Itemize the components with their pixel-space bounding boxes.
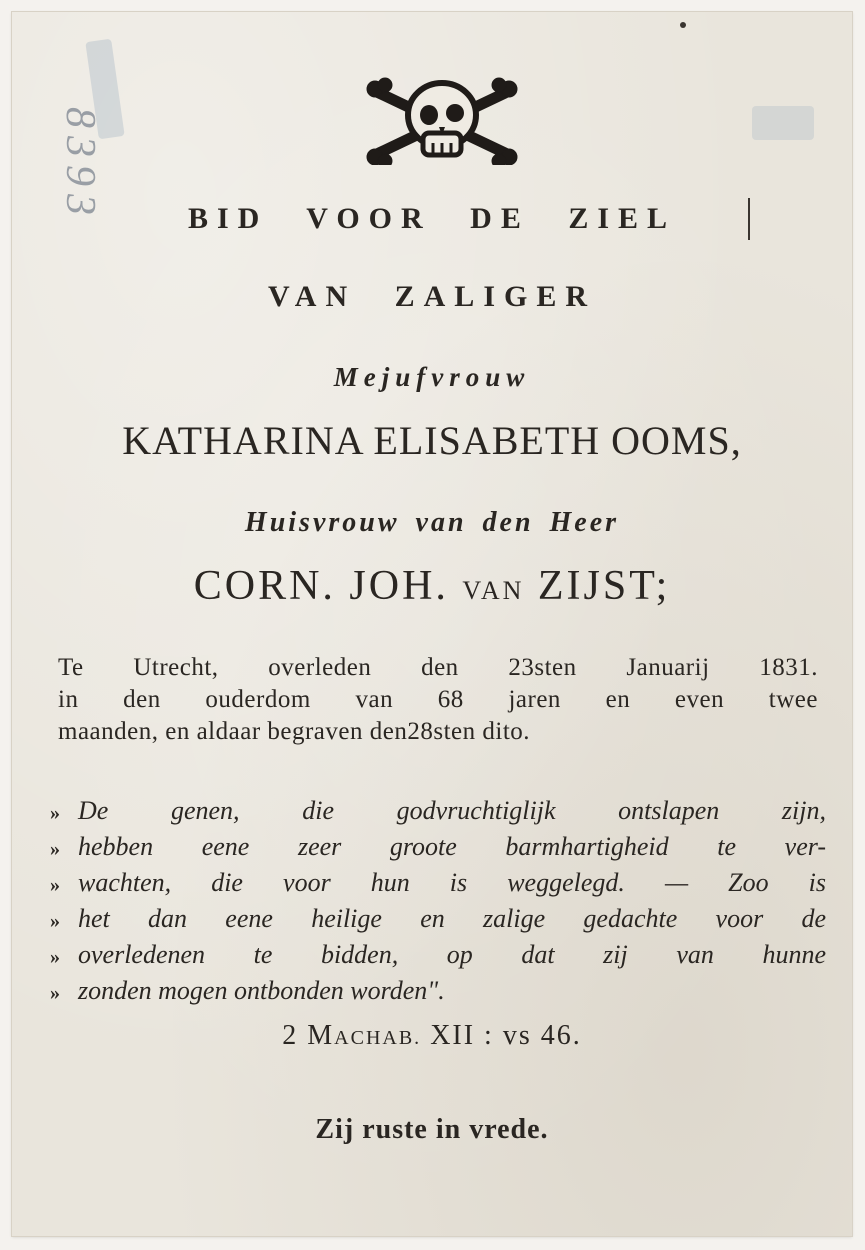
honorific: Mejufvrouw <box>333 362 531 392</box>
death-line: in den ouderdom van 68 jaren en even twee <box>58 686 818 713</box>
heading-line-1: BID VOOR DE ZIEL <box>187 202 677 235</box>
closing-line: Zij ruste in vrede. <box>315 1114 549 1145</box>
husband-prefix: CORN. JOH. <box>193 563 449 609</box>
citation-book-rest: ACHAB. <box>334 1027 422 1049</box>
quote-mark: » <box>50 982 60 1004</box>
citation-prefix: 2 <box>282 1020 299 1051</box>
death-line: Te Utrecht, overleden den 23sten Januarij 1831. <box>58 654 818 681</box>
citation-book-initial: M <box>307 1020 335 1051</box>
quote-line: zonden mogen ontbonden worden". <box>78 976 445 1005</box>
quote-mark: » <box>50 802 60 824</box>
quote-row <box>50 902 826 938</box>
ink-speck <box>680 22 686 28</box>
quote-mark: » <box>50 910 60 932</box>
relation-line: Huisvrouw van den Heer <box>244 507 620 538</box>
quote-row <box>50 974 826 1010</box>
death-line: maanden, en aldaar begraven den28sten dito. <box>58 718 531 745</box>
quote-line: hebben eene zeer groote barmhartigheid te ver- <box>78 832 826 861</box>
archive-number: 8393 <box>57 107 103 223</box>
memorial-card <box>12 12 852 1236</box>
husband-name <box>12 562 852 610</box>
quote-row <box>50 830 826 866</box>
quote-line: het dan eene heilige en zalige gedachte voor de <box>78 904 826 933</box>
quote-line: De genen, die godvruchtiglijk ontslapen zijn, <box>78 796 826 825</box>
quote-row <box>50 794 826 830</box>
quote-line: overledenen te bidden, op dat zij van hunne <box>78 940 826 969</box>
quote-mark: » <box>50 838 60 860</box>
death-notice <box>58 652 818 748</box>
scripture-citation <box>12 1020 852 1052</box>
citation-reference: XII : vs 46. <box>430 1020 582 1051</box>
husband-particle: VAN <box>462 576 525 605</box>
quote-mark: » <box>50 874 60 896</box>
husband-surname: ZIJST; <box>537 563 671 609</box>
deceased-name: KATHARINA ELISABETH OOMS, <box>122 418 742 463</box>
quote-mark: » <box>50 946 60 968</box>
quote-line: wachten, die voor hun is weggelegd. — Zoo is <box>78 868 826 897</box>
skull-and-crossbones-icon <box>357 75 527 165</box>
quote-row <box>50 938 826 974</box>
ink-stain <box>752 106 814 140</box>
quote-row <box>50 866 826 902</box>
scripture-quote <box>50 794 826 1010</box>
citation-book <box>307 1020 421 1051</box>
heading-line-2: VAN ZALIGER <box>268 280 596 313</box>
